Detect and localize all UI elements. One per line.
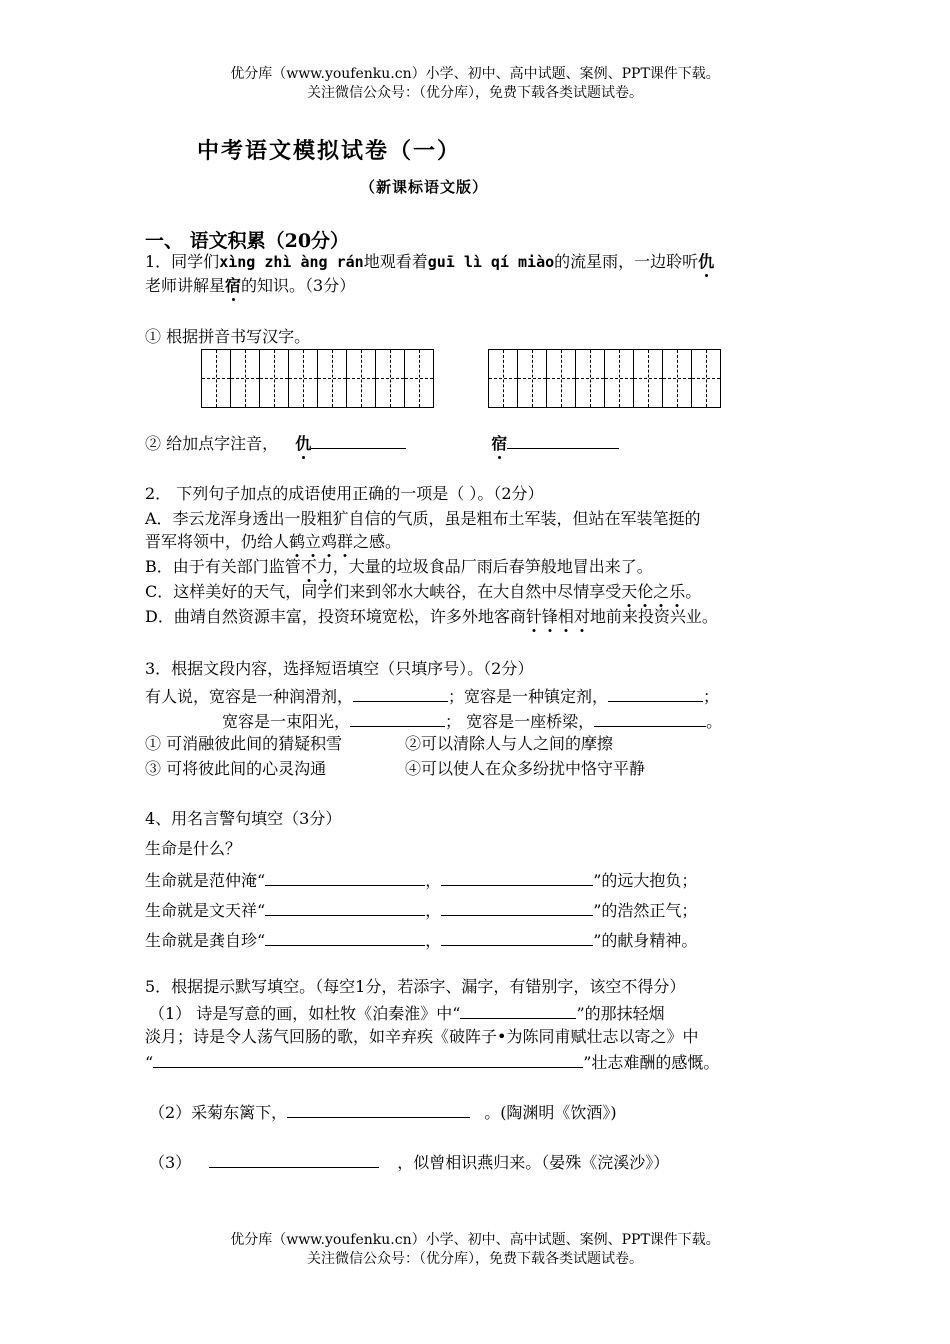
q3-option-4: ④可以使人在众多纷扰中恪守平静 [405, 759, 646, 778]
q5-blank-3[interactable] [287, 1101, 470, 1118]
q2-b-post: ，大量的垃圾食品厂雨后春笋般地冒出来了。 [332, 557, 653, 576]
q2-c-post: 。 [685, 582, 702, 601]
q2-option-a-line-2 [145, 532, 401, 552]
q3-option-3: ③ 可将彼此间的心灵沟通 [145, 759, 327, 778]
q3-stem: 3．根据文段内容，选择短语填空（只填序号）。（2分） [145, 659, 534, 678]
q4-comma: ， [425, 901, 442, 920]
q2-a-post: 之感。 [353, 532, 402, 551]
q5-blank-4[interactable] [209, 1151, 379, 1168]
pinyin-blank-2[interactable] [507, 432, 619, 449]
q5-p2-b: 。(陶渊明《饮酒》) [484, 1103, 617, 1122]
header-line-1: 优分库（www.youfenku.cn）小学、初中、高中试题、案例、PPT课件下载。 [230, 66, 720, 82]
q2-stem: 2． 下列句子加点的成语使用正确的一项是（ ）。（2分） [145, 484, 544, 503]
pinyin-blank-1[interactable] [311, 432, 406, 449]
q3-l1c: ； [703, 687, 720, 706]
grid-cell[interactable] [489, 350, 518, 407]
writing-grid-1[interactable] [201, 349, 434, 408]
q2-option-d [145, 607, 718, 627]
q4-row-1 [145, 869, 697, 891]
q4-row-3 [145, 929, 697, 951]
q3-line-2 [222, 710, 722, 732]
grid-cell[interactable] [405, 350, 433, 407]
section-heading: 一、 语文积累（20分） [145, 230, 350, 252]
q1-line2-b: 的知识。（3分） [241, 276, 356, 295]
q4-intro: 生命是什么？ [145, 839, 242, 858]
q5-blank-2[interactable] [153, 1051, 583, 1068]
page-subtitle: （新课标语文版） [360, 178, 489, 196]
q4-r3-post: ”的献身精神。 [593, 931, 698, 950]
grid-cell[interactable] [202, 350, 231, 407]
q3-l2c: 。 [706, 712, 723, 731]
q3-line-1 [145, 685, 719, 707]
q1-dotted-char-1: 仇 [698, 252, 715, 271]
q1-stem-b: 地观看着 [363, 252, 428, 271]
q1-sub-1: ① 根据拼音书写汉字。 [145, 327, 311, 346]
q4-r2-post: ”的浩然正气； [593, 901, 698, 920]
grid-cell[interactable] [605, 350, 634, 407]
q4-r3-pre: 生命就是龚自珍“ [145, 931, 266, 950]
q2-option-a-line-1: A．李云龙浑身透出一股粗犷自信的气质，虽是粗布土军装，但站在军装笔挺的 [145, 509, 701, 528]
q2-option-b [145, 557, 653, 577]
grid-cell[interactable] [289, 350, 318, 407]
q4-comma: ， [425, 931, 442, 950]
q1-line-1 [145, 252, 714, 272]
writing-grid-2[interactable] [488, 349, 721, 408]
q3-l2b: ； 宽容是一座桥梁， [445, 712, 595, 731]
grid-cell[interactable] [692, 350, 720, 407]
q4-r1-pre: 生命就是范仲淹“ [145, 871, 266, 890]
grid-cell[interactable] [547, 350, 576, 407]
grid-cell[interactable] [260, 350, 289, 407]
q5-p1-d: “ [145, 1053, 154, 1072]
grid-cell[interactable] [576, 350, 605, 407]
q5-part-1-line-2: 淡月；诗是令人荡气回肠的歌，如辛弃疾《破阵子•为陈同甫赋壮志以寄之》中 [145, 1027, 699, 1046]
q4-blank-1a[interactable] [265, 869, 425, 886]
q4-r2-pre: 生命就是文天祥“ [145, 901, 266, 920]
q4-blank-2a[interactable] [265, 899, 425, 916]
q3-option-2: ②可以清除人与人之间的摩擦 [405, 734, 614, 753]
grid-cell[interactable] [231, 350, 260, 407]
grid-cell[interactable] [347, 350, 376, 407]
q3-blank-4[interactable] [594, 710, 706, 727]
q3-l1b: ；宽容是一种镇定剂， [448, 687, 609, 706]
q2-d-post: 地前来投资兴业。 [589, 607, 718, 626]
q5-p3-b: ，似曾相识燕归来。（晏殊《浣溪沙》） [397, 1153, 670, 1172]
q5-p1-e: ”壮志难酬的感慨。 [583, 1053, 720, 1072]
q4-blank-3a[interactable] [265, 929, 425, 946]
q1-line-2 [145, 276, 355, 296]
q2-b-pre: B．由于有关部门监管 [145, 557, 301, 576]
grid-cell[interactable] [318, 350, 347, 407]
grid-cell[interactable] [634, 350, 663, 407]
q2-d-idiom: 针锋相对 [525, 607, 590, 626]
q1-pinyin-2: guī lì qí miào [427, 253, 555, 271]
q1-line2-a: 老师讲解星 [145, 276, 226, 295]
q1-stem-a: 1．同学们 [145, 252, 220, 271]
q5-blank-1[interactable] [460, 1002, 576, 1019]
q5-p1-a: （1） 诗是写意的画，如杜牧《泊秦淮》中“ [149, 1004, 461, 1023]
q1-sub2-label: ② 给加点字注音， [145, 434, 279, 453]
q3-l1a: 有人说，宽容是一种润滑剂， [145, 687, 354, 706]
q3-blank-2[interactable] [608, 685, 703, 702]
q3-blank-1[interactable] [353, 685, 448, 702]
q2-d-pre: D．曲靖自然资源丰富，投资环境宽松，许多外地客商 [145, 607, 526, 626]
q5-stem: 5．根据提示默写填空。（每空1分，若添字、漏字，有错别字，该空不得分） [145, 977, 686, 996]
q2-c-idiom: 天伦之乐 [621, 582, 686, 601]
q2-a-idiom: 鹤立鸡群 [289, 532, 354, 551]
q5-p1-b: ”的那抹轻烟 [576, 1004, 665, 1023]
grid-cell[interactable] [663, 350, 692, 407]
page-title: 中考语文模拟试卷（一） [197, 138, 462, 164]
footer-line-2: 关注微信公众号：（优分库），免费下载各类试题试卷。 [307, 1251, 643, 1267]
header-line-2: 关注微信公众号：（优分库），免费下载各类试题试卷。 [307, 85, 643, 101]
q1-sub-2 [145, 432, 619, 454]
q2-option-c [145, 582, 701, 602]
q3-option-1: ① 可消融彼此间的猜疑积雪 [145, 734, 343, 753]
q4-blank-2b[interactable] [441, 899, 593, 916]
q2-a-pre: 晋军将领中，仍给人 [145, 532, 290, 551]
q5-part-2 [149, 1101, 617, 1123]
footer-line-1: 优分库（www.youfenku.cn）小学、初中、高中试题、案例、PPT课件下载。 [230, 1232, 720, 1248]
q4-r1-post: ”的远大抱负； [593, 871, 698, 890]
grid-cell[interactable] [518, 350, 547, 407]
q1-dotted-char-2: 宿 [225, 276, 242, 295]
q1-pinyin-1: xìng zhì àng rán [219, 253, 364, 271]
grid-cell[interactable] [376, 350, 405, 407]
q5-part-3 [149, 1151, 669, 1173]
q5-p2-a: （2）采菊东篱下， [149, 1103, 288, 1122]
q1-sub2-char-2: 宿 [491, 434, 508, 453]
q5-part-1-line-1 [149, 1002, 665, 1024]
q2-c-pre: C．这样美好的天气，同学们来到邻水大峡谷，在大自然中尽情享受 [145, 582, 622, 601]
q1-stem-c: 的流星雨，一边聆听 [554, 252, 699, 271]
q4-comma: ， [425, 871, 442, 890]
q5-part-1-line-3 [145, 1051, 719, 1073]
q4-stem: 4、用名言警句填空（3分） [145, 809, 342, 828]
q2-b-idiom: 不力 [300, 557, 333, 576]
q3-blank-3[interactable] [350, 710, 445, 727]
q5-p3-a: （3） [149, 1153, 192, 1172]
q3-l2a: 宽容是一束阳光， [222, 712, 351, 731]
q4-blank-1b[interactable] [441, 869, 593, 886]
q1-sub2-char-1: 仇 [295, 434, 312, 453]
q4-row-2 [145, 899, 697, 921]
q4-blank-3b[interactable] [441, 929, 593, 946]
